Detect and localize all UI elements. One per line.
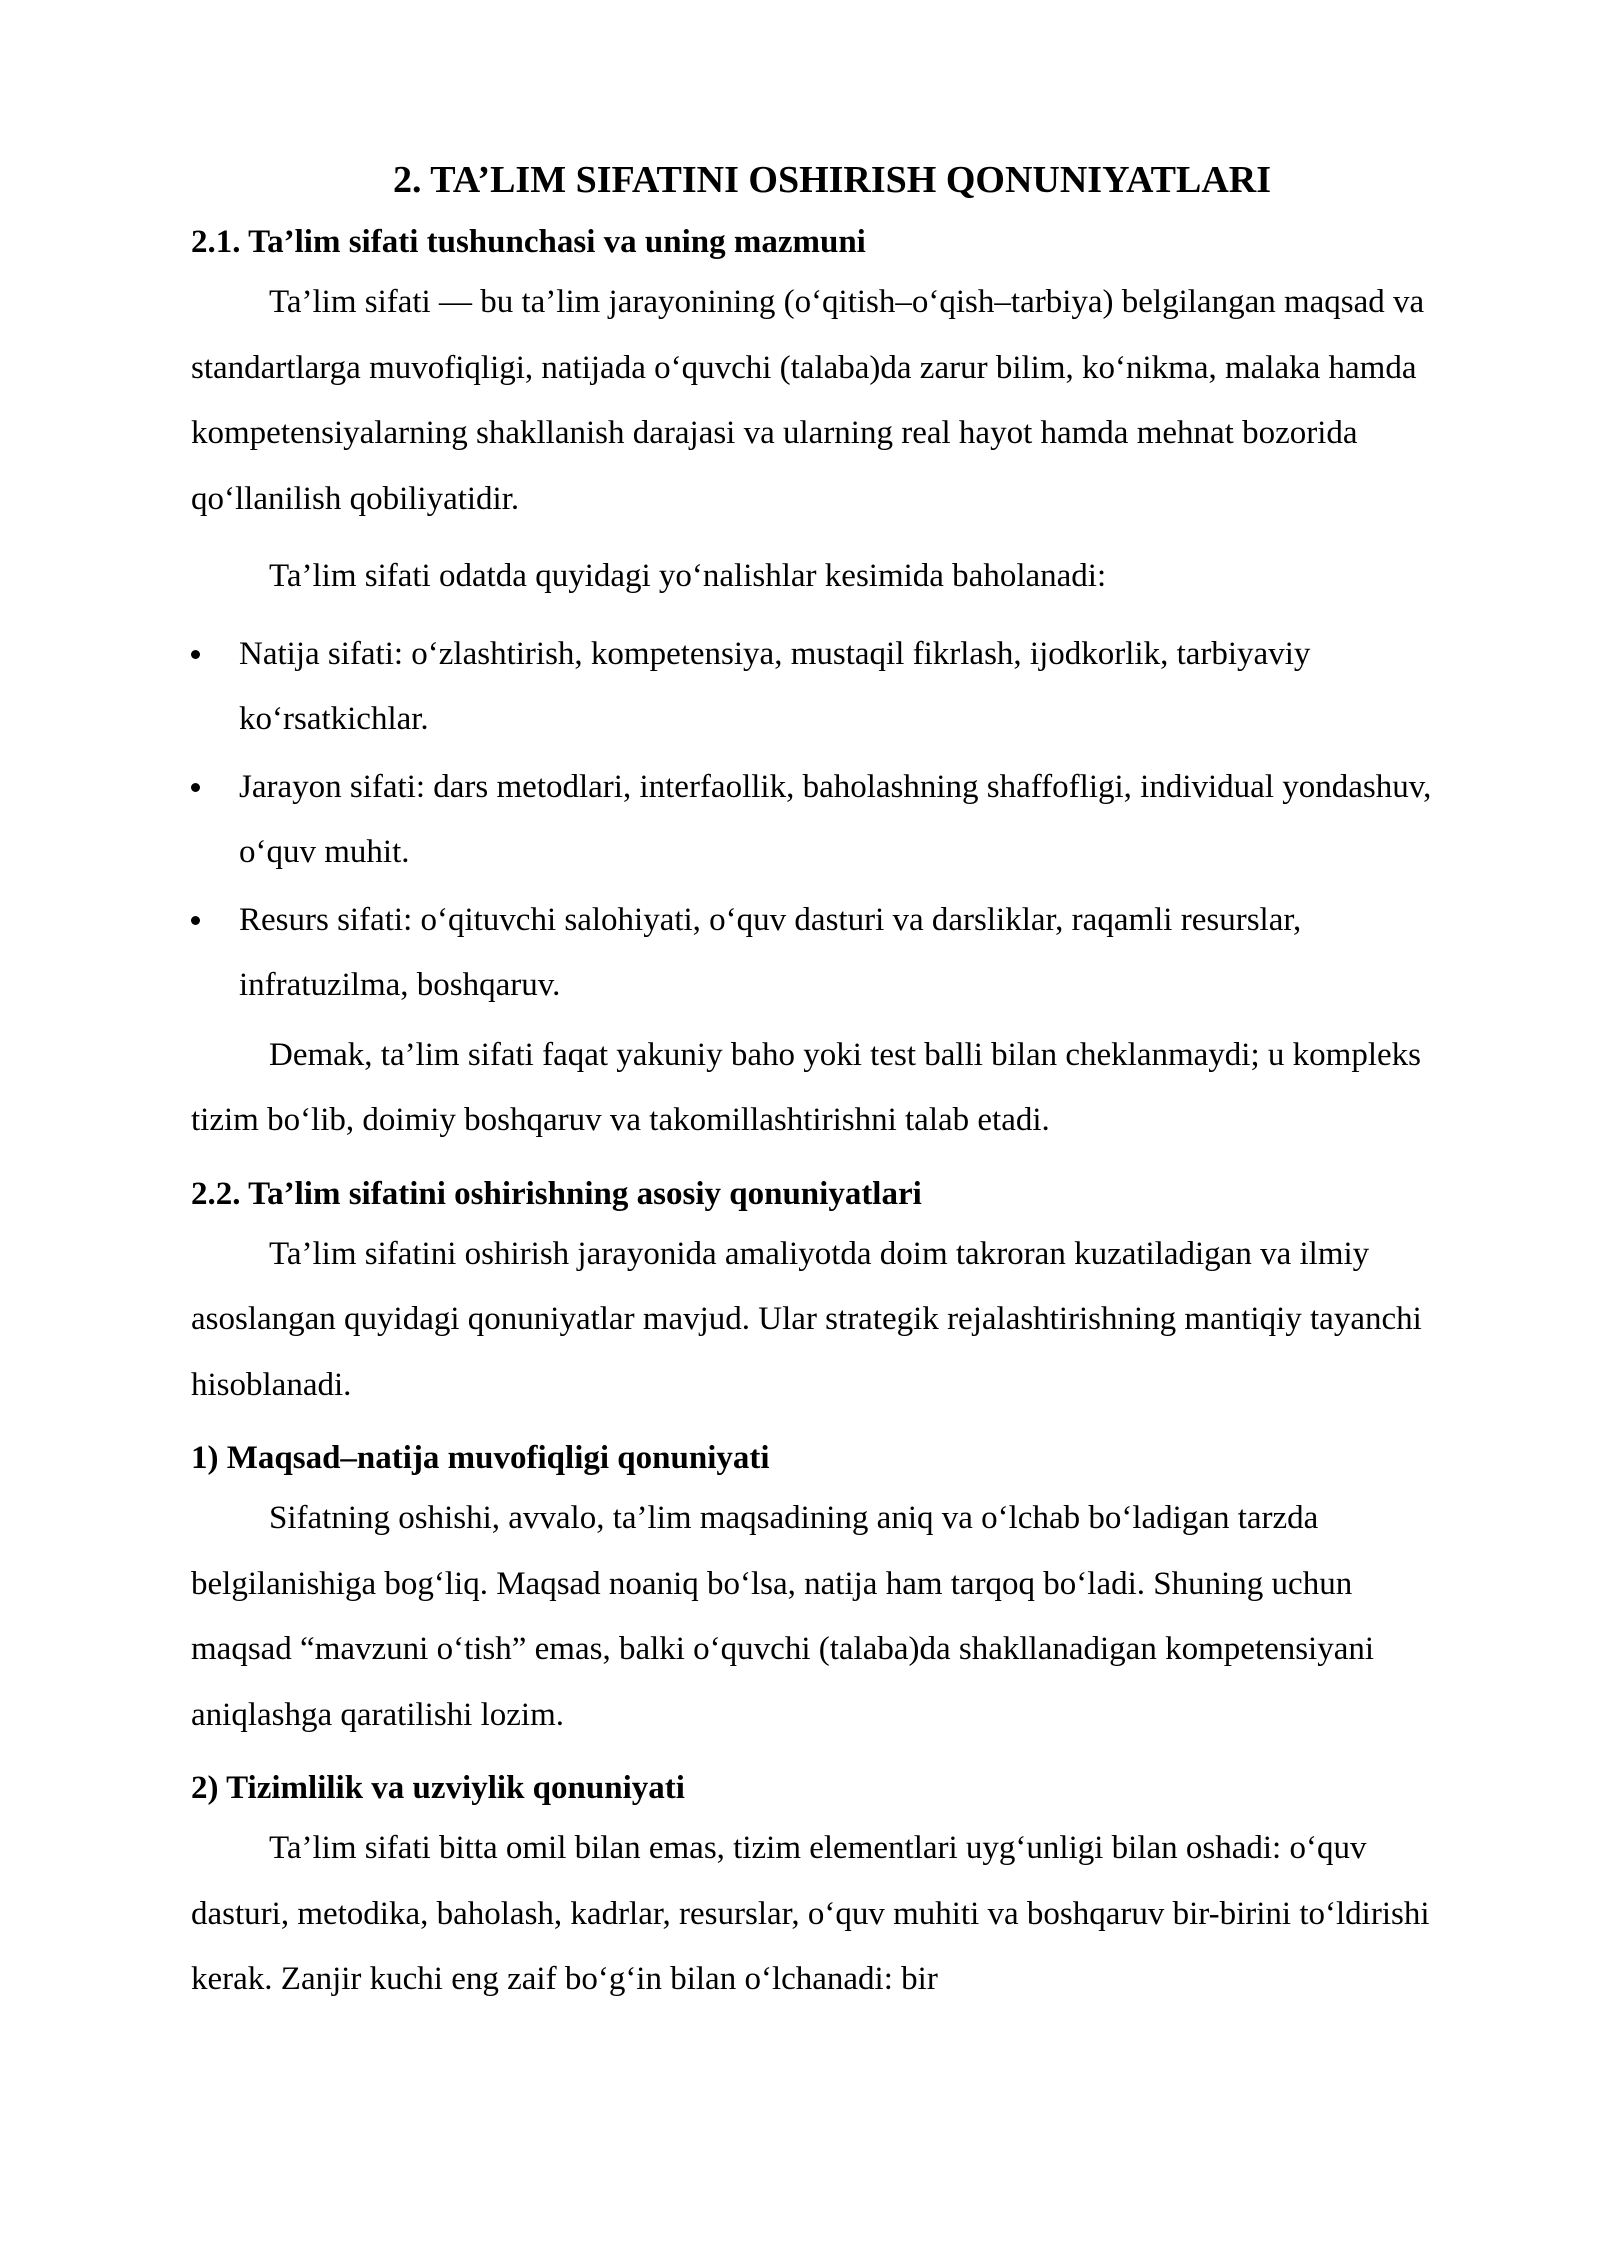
paragraph: Demak, ta’lim sifati faqat yakuniy baho yoki test balli bilan cheklanmaydi; u kompleks tizim bo‘lib, doimiy boshqaruv va takomillashtirishni talab etadi. [191, 1036, 1421, 1138]
list-item [191, 622, 1461, 753]
list-item-text: Resurs sifati: o‘qituvchi salohiyati, o‘quv dasturi va darsliklar, raqamli resurslar, infratuzilma, boshqaruv. [239, 901, 1302, 1003]
law-heading-2: 2) Tizimlilik va uzviylik qonuniyati [191, 1770, 685, 1806]
bullet-icon [191, 783, 200, 792]
list-item-text: Jarayon sifati: dars metodlari, interfaollik, baholashning shaffofligi, individual yondashuv, o‘quv muhit. [239, 768, 1432, 870]
bullet-list [191, 622, 1461, 1019]
paragraph: Ta’lim sifati bitta omil bilan emas, tizim elementlari uyg‘unligi bilan oshadi: o‘quv dasturi, metodika, baholash, kadrlar, resurslar, o‘quv muhiti va boshqaruv bir-birini to‘ldirishi kerak. Zanjir kuchi eng zaif bo‘g‘in bilan o‘lchanadi: bir [191, 1830, 1430, 1997]
law-heading-1: 1) Maqsad–natija muvofiqligi qonuniyati [191, 1440, 770, 1476]
list-item [191, 888, 1461, 1019]
paragraph: Sifatning oshishi, avvalo, ta’lim maqsadining aniq va o‘lchab bo‘ladigan tarzda belgilanishiga bog‘liq. Maqsad noaniq bo‘lsa, natija ham tarqoq bo‘ladi. Shuning uchun maqsad “mavzuni o‘tish” emas, balki o‘quvchi (talaba)da shakllanadigan kompetensiyani aniqlashga qaratilishi lozim. [191, 1500, 1375, 1733]
bullet-icon [191, 916, 200, 925]
paragraph: Ta’lim sifatini oshirish jarayonida amaliyotda doim takroran kuzatiladigan va ilmiy asoslangan quyidagi qonuniyatlar mavjud. Ular strategik rejalashtirishning mantiqiy tayanchi hisoblanadi. [191, 1235, 1422, 1403]
section-heading-2-2: 2.2. Ta’lim sifatini oshirishning asosiy qonuniyatlari [191, 1175, 922, 1212]
page-content [191, 150, 1461, 2013]
list-item-text: Natija sifati: o‘zlashtirish, kompetensiya, mustaqil fikrlash, ijodkorlik, tarbiyaviy ko‘rsatkichlar. [239, 635, 1311, 737]
bullet-icon [191, 650, 200, 659]
document-title: 2. TA’LIM SIFATINI OSHIRISH QONUNIYATLARI [392, 159, 1272, 201]
paragraph: Ta’lim sifati odatda quyidagi yo‘nalishlar kesimida baholanadi: [269, 558, 1107, 594]
section-heading-2-1: 2.1. Ta’lim sifati tushunchasi va uning mazmuni [191, 224, 866, 260]
list-item [191, 755, 1461, 886]
paragraph: Ta’lim sifati — bu ta’lim jarayonining (o‘qitish–o‘qish–tarbiya) belgilangan maqsad va standartlarga muvofiqligi, natijada o‘quvchi (talaba)da zarur bilim, ko‘nikma, malaka hamda kompetensiyalarning shakllanish darajasi va ularning real hayot hamda mehnat bozorida qo‘llanilish qobiliyatidir. [191, 284, 1425, 517]
